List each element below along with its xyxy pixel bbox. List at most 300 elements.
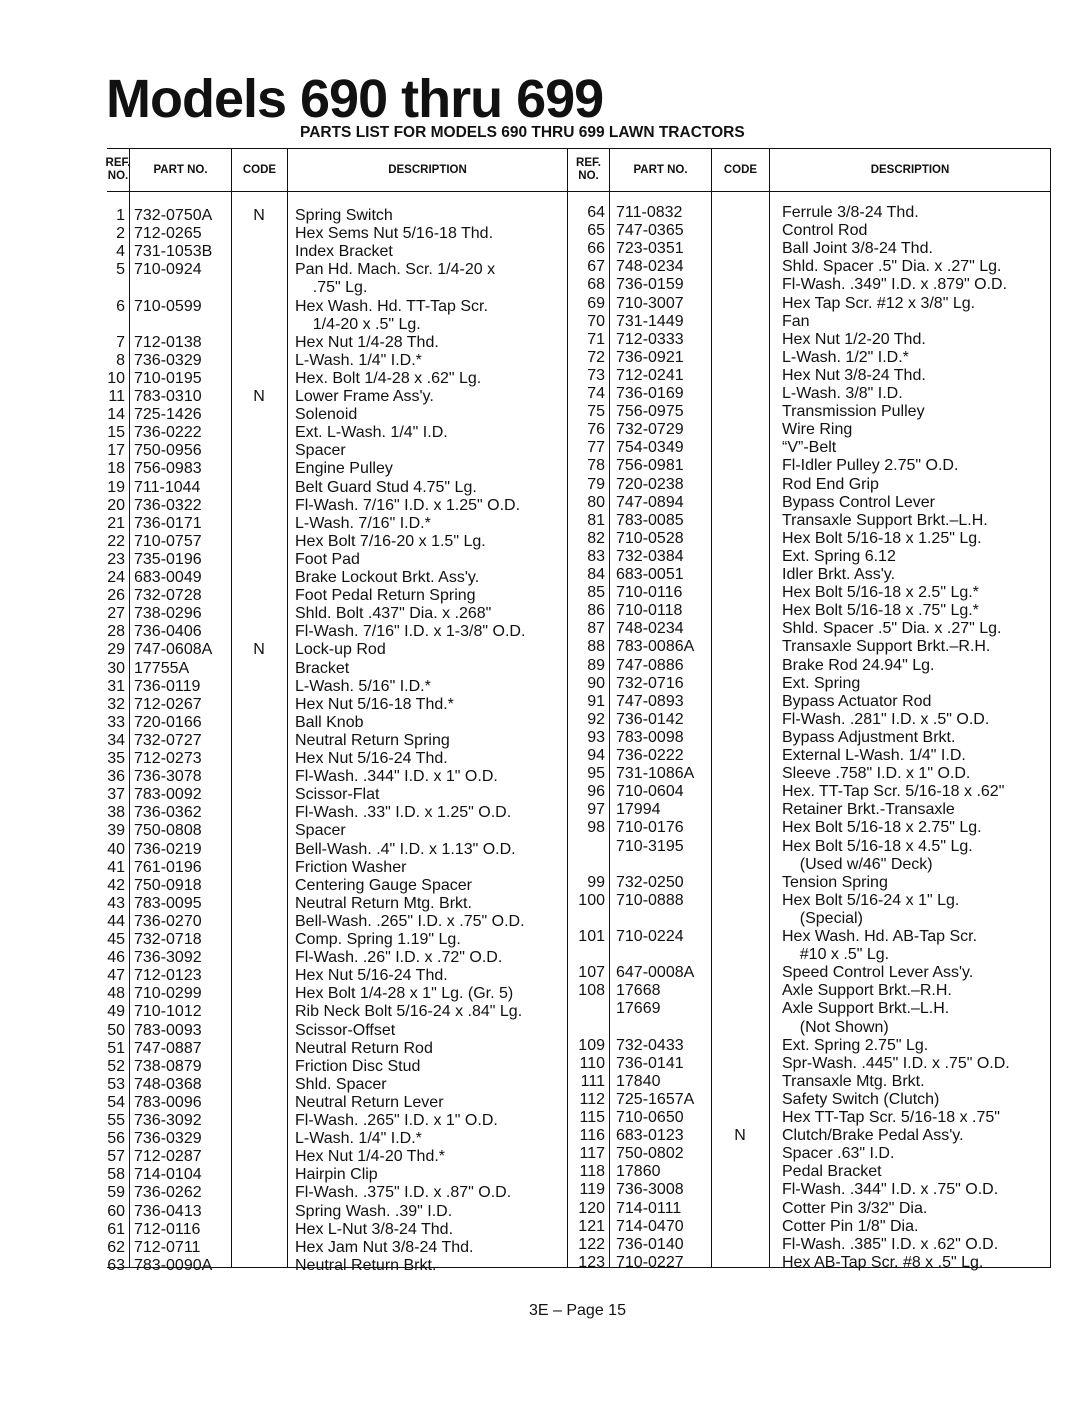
ref-no: 24 (107, 569, 125, 586)
code (725, 331, 755, 349)
part-no: 750-0918 (134, 876, 202, 894)
description: L-Wash. 1/2" I.D.* (782, 348, 909, 366)
description: Foot Pad (295, 550, 360, 568)
code (244, 334, 274, 352)
description: Safety Switch (Clutch) (782, 1090, 940, 1108)
description: Shld. Spacer .5" Dia. x .27" Lg. (782, 258, 1002, 276)
ref-no: 41 (107, 858, 125, 876)
ref-no: 75 (587, 403, 605, 421)
ref-no: 44 (107, 912, 125, 930)
description: Solenoid (295, 406, 358, 424)
description: Hex Wash. Hd. AB-Tap Scr. (782, 928, 978, 945)
description: Hex Wash. Hd. TT-Tap Scr. (295, 297, 488, 315)
ref-no: 65 (587, 222, 605, 240)
ref-no: 73 (587, 366, 605, 384)
description: Scissor-Flat (295, 786, 380, 804)
description: Ferrule 3/8-24 Thd. (782, 204, 919, 221)
part-no: 712-0273 (134, 750, 202, 767)
part-no: 712-0138 (134, 333, 202, 351)
header-code: CODE (232, 149, 288, 191)
description: Hex. TT-Tap Scr. 5/16-18 x .62" (782, 783, 1005, 801)
code (244, 732, 274, 750)
part-no: 712-0333 (616, 330, 684, 348)
code (244, 985, 274, 1003)
code (725, 801, 755, 819)
description: (Special) (782, 909, 863, 927)
description: L-Wash. 3/8" I.D. (782, 385, 903, 402)
ref-no: 22 (107, 532, 125, 550)
code (725, 946, 755, 964)
description: Sleeve .758" I.D. x 1" O.D. (782, 765, 971, 783)
description: Neutral Return Mtg. Brkt. (295, 894, 472, 912)
part-no: 731-1086A (616, 765, 695, 783)
code (725, 910, 755, 928)
ref-no: 94 (587, 747, 605, 764)
ref-no: 52 (107, 1057, 125, 1075)
part-no: 736-3078 (134, 768, 202, 786)
header-code: CODE (712, 149, 770, 191)
description: Transaxle Support Brkt.–R.H. (782, 638, 991, 656)
part-no: 736-0169 (616, 385, 684, 402)
ref-no: 45 (107, 931, 125, 948)
description: Hex Nut 1/2-20 Thd. (782, 330, 926, 348)
code (725, 385, 755, 403)
part-no: 750-0802 (616, 1145, 684, 1163)
code (725, 222, 755, 240)
code (725, 657, 755, 675)
code: N (253, 207, 265, 224)
ref-no: 26 (107, 587, 125, 605)
code (244, 1166, 274, 1184)
description: Foot Pedal Return Spring (295, 587, 476, 605)
code (244, 515, 274, 533)
code (244, 696, 274, 714)
code (244, 1058, 274, 1076)
part-no (134, 316, 229, 334)
description: Fl-Wash. 7/16" I.D. x 1-3/8" O.D. (295, 623, 526, 641)
part-no: 736-0262 (134, 1184, 202, 1202)
ref-no: 83 (587, 547, 605, 565)
part-no: 736-3008 (616, 1181, 684, 1199)
description: Fl-Idler Pulley 2.75" O.D. (782, 457, 959, 475)
part-no: 747-0365 (616, 222, 684, 240)
part-no: 17840 (616, 1072, 661, 1090)
description: L-Wash. 1/4" I.D.* (295, 1130, 422, 1148)
code (244, 1184, 274, 1202)
code (244, 587, 274, 605)
part-no (616, 1019, 709, 1037)
description: Comp. Spring 1.19" Lg. (295, 931, 461, 948)
ref-no (567, 910, 605, 928)
description: Engine Pulley (295, 460, 393, 478)
part-no: 683-0051 (616, 566, 684, 583)
description: Hex Nut 5/16-24 Thd. (295, 967, 448, 985)
description: Idler Brkt. Ass'y. (782, 566, 896, 583)
code (244, 1239, 274, 1257)
description: Hex Nut 5/16-24 Thd. (295, 750, 448, 767)
table-header-left (107, 149, 568, 192)
description: Brake Rod 24.94" Lg. (782, 656, 935, 674)
ref-no: 86 (587, 602, 605, 620)
description: Ext. Spring 6.12 (782, 547, 896, 565)
code (725, 476, 755, 494)
code (725, 747, 755, 765)
ref-no: 111 (580, 1072, 605, 1090)
part-no: 736-3092 (134, 1112, 202, 1129)
description: Hex Jam Nut 3/8-24 Thd. (295, 1238, 474, 1256)
description: Fl-Wash. 7/16" I.D. x 1.25" O.D. (295, 496, 521, 514)
part-no: 747-0608A (134, 641, 213, 659)
part-no: 710-0116 (616, 584, 683, 602)
description: Cotter Pin 1/8" Dia. (782, 1217, 919, 1235)
ref-no: 93 (587, 728, 605, 746)
ref-no: 100 (578, 891, 605, 909)
part-no: 783-0086A (616, 638, 695, 656)
description: Hex Bolt 5/16-24 x 1" Lg. (782, 891, 960, 909)
ref-no: 14 (107, 406, 125, 424)
code (244, 859, 274, 877)
description: Ext. Spring 2.75" Lg. (782, 1036, 929, 1054)
part-no: 714-0104 (134, 1166, 202, 1184)
code (725, 1236, 755, 1254)
description: Bracket (295, 659, 350, 677)
code (244, 1148, 274, 1166)
description: Ext. L-Wash. 1/4" I.D. (295, 424, 448, 442)
ref-no: 116 (579, 1127, 605, 1145)
ref-no (87, 316, 125, 334)
part-no: 783-0085 (616, 511, 684, 529)
description: Friction Disc Stud (295, 1057, 421, 1075)
ref-no: 112 (579, 1090, 605, 1108)
description: Shld. Bolt .437" Dia. x .268" (295, 605, 492, 623)
ref-no: 91 (587, 692, 605, 710)
ref-no: 85 (587, 584, 605, 602)
ref-no: 43 (107, 894, 125, 912)
ref-no: 15 (107, 424, 125, 442)
code (244, 714, 274, 732)
ref-no: 70 (587, 312, 605, 330)
part-no: 710-0118 (616, 602, 683, 620)
description: #10 x .5" Lg. (782, 946, 890, 964)
code (244, 261, 274, 279)
code (725, 1145, 755, 1163)
code (725, 204, 755, 222)
part-no: 747-0886 (616, 656, 684, 674)
description: Hex Bolt 5/16-18 x 1.25" Lg. (782, 529, 982, 547)
header-ref: REF. NO. (568, 149, 610, 191)
part-no (616, 856, 709, 874)
part-no: 738-0296 (134, 605, 202, 623)
code (725, 530, 755, 548)
ref-no: 32 (107, 695, 125, 713)
ref-no: 61 (107, 1220, 125, 1238)
ref-no: 87 (587, 620, 605, 638)
description: Spacer (295, 822, 346, 840)
description: .75" Lg. (295, 279, 368, 297)
ref-no: 28 (107, 623, 125, 641)
description: Fl-Wash. .344" I.D. x .75" O.D. (782, 1181, 999, 1199)
ref-no: 67 (587, 258, 605, 276)
code (244, 678, 274, 696)
ref-no: 40 (107, 840, 125, 858)
ref-no: 33 (107, 713, 125, 731)
page-number: 3E – Page 15 (529, 1302, 626, 1319)
description: Fl-Wash. .349" I.D. x .879" O.D. (782, 276, 1008, 294)
part-no: 736-0140 (616, 1235, 684, 1253)
description: L-Wash. 5/16" I.D.* (295, 677, 431, 695)
description: Pan Hd. Mach. Scr. 1/4-20 x (295, 261, 496, 279)
part-no: 735-0196 (134, 550, 202, 568)
ref-no: 7 (116, 333, 125, 351)
code (725, 295, 755, 313)
part-no: 761-0196 (134, 858, 202, 876)
part-no: 732-0750A (134, 207, 213, 224)
code (725, 638, 755, 656)
description: Transmission Pulley (782, 403, 925, 421)
code (725, 1200, 755, 1218)
description: Bell-Wash. .4" I.D. x 1.13" O.D. (295, 840, 516, 858)
code (244, 804, 274, 822)
code (244, 1257, 274, 1275)
column-divider (129, 192, 130, 1267)
description: Neutral Return Lever (295, 1093, 444, 1111)
description: Speed Control Lever Ass'y. (782, 964, 974, 982)
code (725, 1073, 755, 1091)
part-no: 736-0921 (616, 348, 684, 366)
ref-no (567, 1000, 605, 1018)
ref-no: 19 (107, 478, 125, 496)
description: Hex Nut 1/4-28 Thd. (295, 333, 439, 351)
description: Shld. Spacer .5" Dia. x .27" Lg. (782, 620, 1002, 638)
ref-no: 119 (579, 1181, 605, 1199)
description: Ball Knob (295, 713, 364, 731)
part-no: 732-0250 (616, 873, 684, 891)
code (244, 497, 274, 515)
description: Rod End Grip (782, 475, 879, 493)
part-no: 732-0433 (616, 1036, 684, 1054)
description: Transaxle Mtg. Brkt. (782, 1072, 925, 1090)
code (244, 913, 274, 931)
ref-no: 92 (587, 710, 605, 728)
part-no: 783-0092 (134, 786, 202, 804)
ref-no: 69 (587, 294, 605, 312)
code: N (734, 1127, 746, 1145)
ref-no: 17 (107, 442, 125, 460)
code (725, 892, 755, 910)
ref-no: 90 (587, 674, 605, 692)
ref-no: 56 (107, 1130, 125, 1148)
part-no: 720-0238 (616, 475, 684, 493)
ref-no: 118 (579, 1163, 605, 1181)
code (725, 620, 755, 638)
ref-no: 8 (116, 351, 125, 369)
part-no: 736-0322 (134, 496, 202, 514)
part-no: 748-0368 (134, 1075, 202, 1093)
description: 1/4-20 x .5" Lg. (295, 315, 421, 333)
header-part: PART NO. (130, 149, 232, 191)
ref-no: 99 (587, 873, 605, 891)
ref-no: 121 (578, 1217, 605, 1235)
code (725, 512, 755, 530)
description: Hex Bolt 5/16-18 x 4.5" Lg. (782, 837, 973, 855)
part-no: 710-0924 (134, 261, 202, 279)
description: Fl-Wash. .265" I.D. x 1" O.D. (295, 1112, 498, 1129)
code (244, 1076, 274, 1094)
code (725, 1055, 755, 1073)
ref-no: 38 (107, 804, 125, 822)
code (244, 316, 274, 334)
part-no: 756-0981 (616, 457, 684, 475)
code (244, 877, 274, 895)
code (725, 349, 755, 367)
code (725, 693, 755, 711)
part-no: 736-0171 (134, 514, 202, 532)
description: Fan (782, 312, 810, 330)
part-no: 732-0729 (616, 421, 684, 439)
code (244, 1221, 274, 1239)
part-no: 710-0195 (134, 369, 202, 387)
description: Fl-Wash. .26" I.D. x .72" O.D. (295, 949, 503, 967)
code (725, 403, 755, 421)
part-no: 738-0879 (134, 1057, 202, 1075)
part-no: 17755A (134, 659, 190, 677)
description: Fl-Wash. .375" I.D. x .87" O.D. (295, 1184, 512, 1202)
code (244, 1130, 274, 1148)
ref-no: 96 (587, 783, 605, 801)
code (244, 750, 274, 768)
part-no: 17669 (616, 1000, 661, 1018)
ref-no: 10 (107, 369, 125, 387)
code (725, 1019, 755, 1037)
code (725, 765, 755, 783)
code: N (253, 641, 265, 659)
column-divider (711, 192, 712, 1267)
code (244, 551, 274, 569)
code: N (253, 388, 265, 405)
ref-no: 54 (107, 1093, 125, 1111)
description: Retainer Brkt.-Transaxle (782, 801, 955, 819)
part-no: 748-0234 (616, 258, 684, 276)
description: Spr-Wash. .445" I.D. x .75" O.D. (782, 1054, 1010, 1072)
code (725, 1254, 755, 1272)
description: (Not Shown) (782, 1018, 889, 1036)
ref-no: 89 (587, 656, 605, 674)
part-no (134, 279, 229, 297)
code (725, 982, 755, 1000)
part-no: 754-0349 (616, 439, 684, 457)
ref-no: 101 (578, 928, 605, 945)
ref-no: 11 (108, 388, 125, 405)
ref-no: 66 (587, 240, 605, 258)
ref-no: 51 (107, 1039, 125, 1057)
column-divider (231, 192, 232, 1267)
part-no: 710-0176 (616, 819, 684, 837)
description: Scissor-Offset (295, 1021, 396, 1039)
part-no: 710-0650 (616, 1109, 684, 1126)
description: Hex Bolt 1/4-28 x 1" Lg. (Gr. 5) (295, 985, 514, 1003)
code (244, 533, 274, 551)
code (725, 675, 755, 693)
ref-no: 71 (587, 330, 605, 348)
part-no: 736-0270 (134, 912, 202, 930)
ref-no: 79 (587, 475, 605, 493)
ref-no (87, 279, 125, 297)
part-no: 710-0757 (134, 532, 202, 550)
description: Fl-Wash. .344" I.D. x 1" O.D. (295, 768, 498, 786)
code (244, 298, 274, 316)
ref-no: 36 (107, 768, 125, 786)
header-description: DESCRIPTION (870, 163, 950, 176)
part-no: 710-0299 (134, 985, 202, 1003)
ref-no: 2 (116, 225, 125, 243)
code (244, 424, 274, 442)
description: Lock-up Rod (295, 641, 386, 659)
code (725, 421, 755, 439)
description: Cotter Pin 3/32" Dia. (782, 1199, 928, 1217)
part-no: 731-1053B (134, 243, 213, 261)
ref-no: 37 (107, 786, 125, 804)
part-no: 714-0111 (616, 1199, 682, 1217)
code (725, 457, 755, 475)
ref-no: 29 (107, 641, 125, 659)
description: Hex. Bolt 1/4-28 x .62" Lg. (295, 369, 482, 387)
header-description: DESCRIPTION (288, 149, 568, 191)
description: Neutral Return Rod (295, 1039, 433, 1057)
ref-no: 5 (116, 261, 125, 279)
part-no: 783-0095 (134, 894, 202, 912)
part-no: 783-0310 (134, 388, 202, 405)
description: External L-Wash. 1/4" I.D. (782, 747, 966, 764)
ref-no: 122 (578, 1235, 605, 1253)
ref-no (567, 946, 605, 964)
ref-no: 76 (587, 421, 605, 439)
description: Hex Tap Scr. #12 x 3/8" Lg. (782, 294, 976, 312)
ref-no (567, 856, 605, 874)
ref-no: 55 (107, 1112, 125, 1129)
part-no: 736-0159 (616, 276, 684, 294)
part-no: 736-0413 (134, 1202, 202, 1220)
description: Hex AB-Tap Scr. #8 x .5" Lg. (782, 1253, 984, 1271)
ref-no: 88 (587, 638, 605, 656)
code (725, 1000, 755, 1018)
part-no: 712-0287 (134, 1148, 202, 1166)
part-no: 711-1044 (134, 478, 201, 496)
description: Spacer .63" I.D. (782, 1145, 895, 1163)
description: Shld. Spacer (295, 1075, 387, 1093)
code (244, 1203, 274, 1221)
part-no: 17860 (616, 1163, 661, 1181)
ref-no: 97 (587, 801, 605, 819)
description: Ball Joint 3/8-24 Thd. (782, 240, 933, 258)
part-no: 731-1449 (616, 312, 684, 330)
part-no: 710-0224 (616, 928, 684, 945)
ref-no: 63 (107, 1256, 125, 1274)
description: Transaxle Support Brkt.–L.H. (782, 511, 988, 529)
ref-no: 72 (587, 348, 605, 366)
code (244, 660, 274, 678)
part-no: 647-0008A (616, 964, 695, 982)
code (725, 874, 755, 892)
part-no: 732-0718 (134, 931, 202, 948)
ref-no: 42 (107, 876, 125, 894)
code (244, 1112, 274, 1130)
code (244, 460, 274, 478)
ref-no: 49 (107, 1003, 125, 1021)
part-no: 710-0599 (134, 297, 202, 315)
code (244, 279, 274, 297)
header-ref: REF. NO. (107, 149, 130, 191)
description: Pedal Bracket (782, 1163, 882, 1181)
